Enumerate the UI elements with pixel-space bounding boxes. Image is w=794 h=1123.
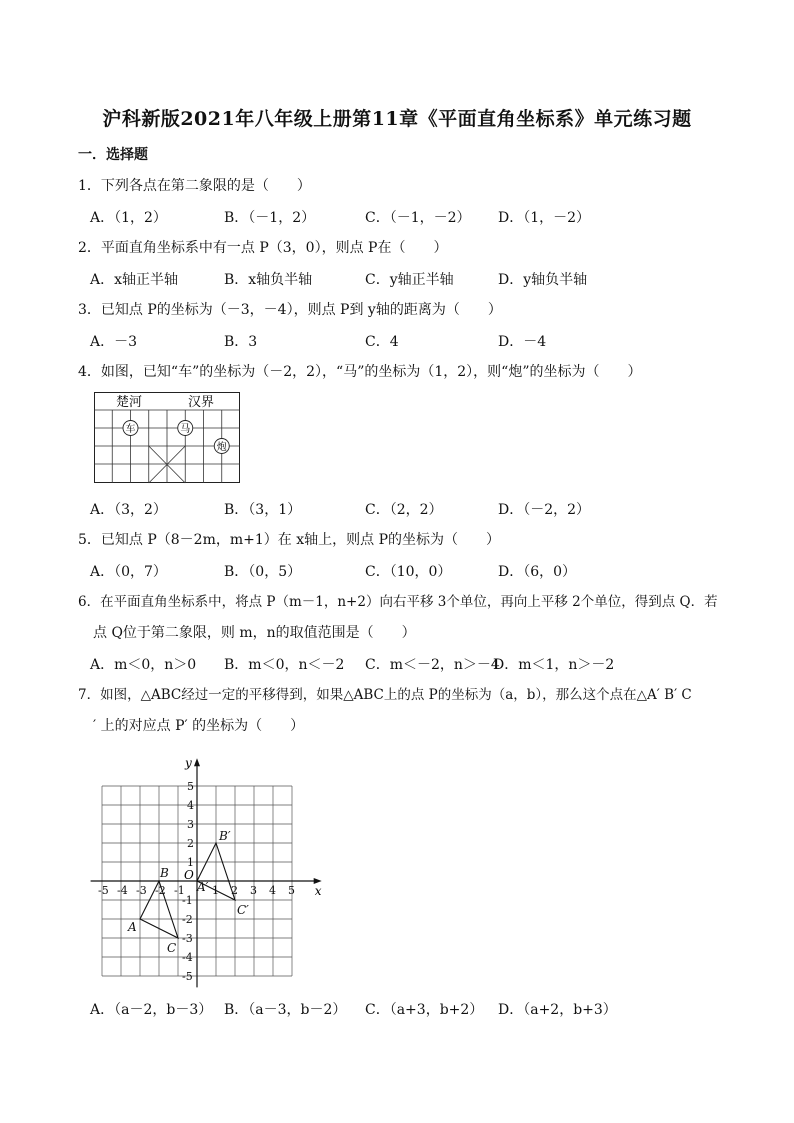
q6-option-b[interactable]: B．m＜0，n＜－2 (224, 657, 345, 673)
question-1-stem: 1．下列各点在第二象限的是（ ） (78, 178, 311, 194)
q6-option-d[interactable]: D．m＜1，n＞－2 (493, 657, 615, 673)
piece-che (123, 421, 138, 436)
piece-ma (178, 421, 193, 436)
origin-label: O (184, 868, 194, 882)
question-7-stem-cont: ′ 上的对应点 P′ 的坐标为（ ） (93, 718, 305, 734)
x-tick-label: 3 (250, 884, 257, 897)
x-tick-label: -4 (117, 884, 128, 897)
y-tick-label: -2 (182, 913, 193, 926)
q7-option-d[interactable]: D．（a+2，b+3） (498, 1002, 617, 1018)
question-5-options (90, 561, 630, 581)
y-tick-label: 3 (187, 818, 194, 831)
question-7-stem: 7．如图，△ABC经过一定的平移得到，如果△ABC上的点 P的坐标为（a，b），那么这个点在△A′ B′ C (78, 687, 692, 703)
q4-option-d[interactable]: D．（－2，2） (498, 502, 591, 518)
q5-option-d[interactable]: D．（6，0） (498, 564, 577, 580)
q2-option-c[interactable]: C．y轴正半轴 (365, 272, 454, 288)
q4-option-a[interactable]: A．（3，2） (90, 502, 167, 518)
question-6-stem: 6．在平面直角坐标系中，将点 P（m－1，n+2）向右平移 3个单位，再向上平移 2个单位，得到点 Q．若 (78, 594, 718, 610)
y-tick-label: 1 (187, 856, 194, 869)
point-label-a: A (128, 920, 137, 934)
x-tick-label: 1 (212, 884, 219, 897)
question-6-options (90, 654, 630, 674)
point-label-b: B (160, 866, 169, 880)
question-6-stem-cont: 点 Q位于第二象限，则 m，n的取值范围是（ ） (93, 625, 416, 641)
river-left-label: 楚河 (116, 395, 143, 410)
question-3-options (90, 331, 630, 351)
section-heading: 一．选择题 (78, 147, 148, 163)
x-tick-label: -5 (98, 884, 109, 897)
question-2-options (90, 269, 630, 289)
question-4-options (90, 499, 630, 519)
q5-option-c[interactable]: C．（10，0） (365, 564, 452, 580)
q3-option-d[interactable]: D．－4 (498, 334, 547, 350)
q2-option-b[interactable]: B．x轴负半轴 (224, 272, 313, 288)
q3-option-a[interactable]: A．－3 (90, 334, 138, 350)
y-tick-label: -3 (182, 932, 193, 945)
q7-option-b[interactable]: B．（a－3，b－2） (224, 1002, 347, 1018)
piece-ma-label: 马 (180, 424, 191, 435)
x-tick-label: 2 (231, 884, 238, 897)
question-5-stem: 5．已知点 P（8－2m，m+1）在 x轴上，则点 P的坐标为（ ） (78, 532, 500, 548)
question-1-options (90, 207, 630, 227)
x-tick-label: 5 (288, 884, 295, 897)
chess-board-figure (94, 392, 244, 488)
coordinate-grid-figure (90, 748, 330, 988)
q3-option-c[interactable]: C．4 (365, 334, 399, 350)
q2-option-a[interactable]: A．x轴正半轴 (90, 272, 179, 288)
point-label-b1: B′ (219, 829, 231, 843)
q7-option-c[interactable]: C．（a+3，b+2） (365, 1002, 484, 1018)
question-7-options (90, 999, 630, 1019)
x-tick-label: -3 (136, 884, 147, 897)
q7-option-a[interactable]: A．（a－2，b－3） (90, 1002, 213, 1018)
piece-pao-label: 炮 (216, 442, 227, 453)
q4-option-b[interactable]: B．（3，1） (224, 502, 302, 518)
q3-option-b[interactable]: B．3 (224, 334, 258, 350)
piece-pao (214, 439, 229, 454)
point-label-c1: C′ (237, 903, 249, 917)
q1-option-a[interactable]: A．（1，2） (90, 210, 167, 226)
y-axis-arrow (194, 758, 200, 766)
y-tick-label: -4 (182, 951, 193, 964)
piece-che-label: 车 (125, 424, 136, 435)
question-3-stem: 3．已知点 P的坐标为（－3，－4），则点 P到 y轴的距离为（ ） (78, 302, 502, 318)
point-label-a1: A′ (197, 880, 209, 894)
q1-option-b[interactable]: B．（－1，2） (224, 210, 316, 226)
x-tick-label: -2 (155, 884, 166, 897)
y-tick-label: -1 (182, 894, 193, 907)
point-label-c: C (167, 941, 177, 955)
y-axis-label: y (185, 756, 192, 770)
question-4-stem: 4．如图，已知“车”的坐标为（－2，2），“马”的坐标为（1，2），则“炮”的坐标为（ ） (78, 364, 642, 380)
y-tick-label: 5 (187, 780, 194, 793)
x-axis-label: x (314, 884, 322, 898)
y-tick-label: 4 (187, 799, 194, 812)
x-tick-label: -1 (174, 884, 185, 897)
q4-option-c[interactable]: C．（2，2） (365, 502, 443, 518)
question-2-stem: 2．平面直角坐标系中有一点 P（3，0），则点 P在（ ） (78, 240, 448, 256)
q6-option-c[interactable]: C．m＜－2，n＞－4 (365, 657, 500, 673)
y-tick-label: 2 (187, 837, 194, 850)
page-title: 沪科新版2021年八年级上册第11章《平面直角坐标系》单元练习题 (102, 108, 692, 130)
q5-option-a[interactable]: A．（0，7） (90, 564, 167, 580)
q5-option-b[interactable]: B．（0，5） (224, 564, 302, 580)
q1-option-d[interactable]: D．（1，－2） (498, 210, 591, 226)
q1-option-c[interactable]: C．（－1，－2） (365, 210, 471, 226)
y-tick-label: -5 (182, 970, 193, 983)
x-tick-label: 4 (269, 884, 276, 897)
q2-option-d[interactable]: D．y轴负半轴 (498, 272, 588, 288)
q6-option-a[interactable]: A．m＜0，n＞0 (90, 657, 197, 673)
river-right-label: 汉界 (188, 395, 215, 410)
